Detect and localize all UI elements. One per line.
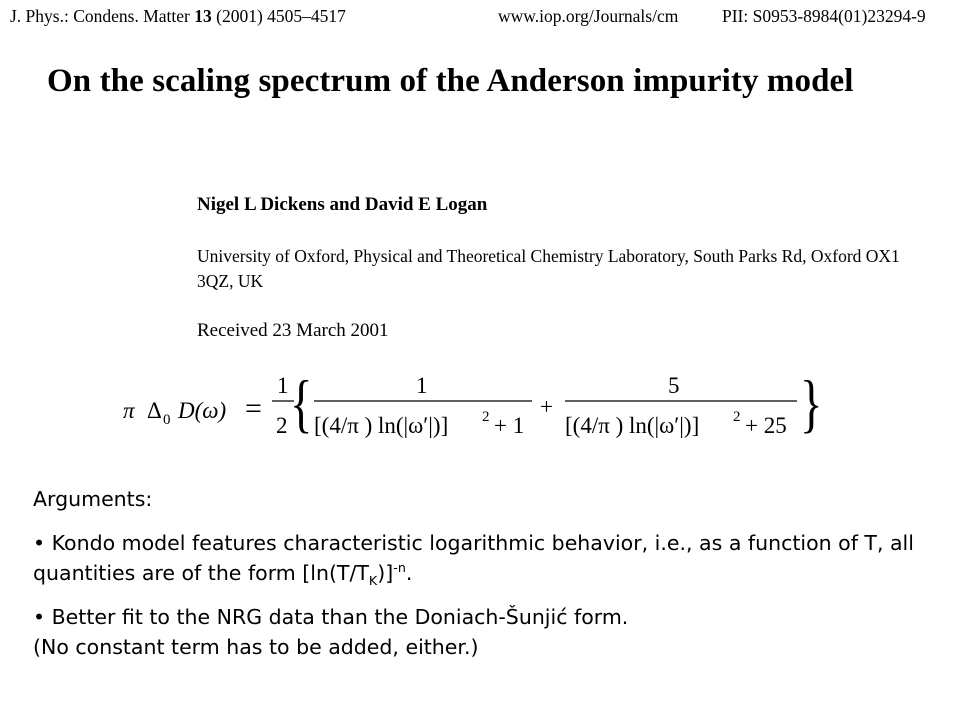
journal-url[interactable]: www.iop.org/Journals/cm bbox=[498, 6, 679, 26]
eq-frac1-tail: + 1 bbox=[494, 413, 525, 438]
eq-plus: + bbox=[540, 394, 553, 419]
received-date: Received 23 March 2001 bbox=[197, 320, 389, 341]
bullet-kondo-sup: -n bbox=[393, 560, 406, 576]
bullet-kondo-sub: K bbox=[368, 573, 378, 589]
eq-frac1-num: 1 bbox=[416, 373, 428, 398]
eq-lhs-pi: π bbox=[123, 398, 135, 423]
eq-frac1-exp: 2 bbox=[482, 409, 490, 425]
eq-frac1-den: [(4/π ) ln(|ω′|)] bbox=[314, 413, 449, 438]
eq-brace-right: } bbox=[800, 368, 823, 440]
eq-frac2-exp: 2 bbox=[733, 409, 741, 425]
eq-brace-left: { bbox=[290, 368, 313, 440]
eq-equals: = bbox=[245, 392, 262, 425]
bullet-kondo-end: . bbox=[405, 561, 413, 585]
eq-lhs-delta: Δ bbox=[147, 398, 162, 423]
pii-code: PII: S0953-8984(01)23294-9 bbox=[722, 6, 926, 26]
journal-citation bbox=[10, 6, 346, 27]
bullet-kondo-mid: )] bbox=[377, 561, 394, 585]
eq-half-den: 2 bbox=[276, 413, 288, 438]
argument-bullet-fit: • Better fit to the NRG data than the Doniach-Šunjić form. bbox=[33, 605, 629, 629]
arguments-heading: Arguments: bbox=[33, 487, 153, 511]
eq-frac2-den: [(4/π ) ln(|ω′|)] bbox=[565, 413, 700, 438]
eq-lhs-d: D(ω) bbox=[178, 398, 227, 423]
paper-title: On the scaling spectrum of the Anderson impurity model bbox=[47, 63, 854, 99]
bullet-kondo-text: • Kondo model features characteristic logarithmic behavior, i.e., as a function of T, all quantities are of the form [ln(T/T bbox=[33, 531, 914, 585]
argument-bullet-kondo bbox=[33, 528, 943, 588]
eq-frac2-tail: + 25 bbox=[745, 413, 787, 438]
journal-suffix: (2001) 4505–4517 bbox=[211, 6, 346, 26]
argument-note: (No constant term has to be added, either.) bbox=[33, 635, 479, 659]
eq-half-num: 1 bbox=[277, 373, 289, 398]
arguments-section bbox=[33, 484, 943, 662]
paper-authors: Nigel L Dickens and David E Logan bbox=[197, 194, 488, 215]
paper-affiliation: University of Oxford, Physical and Theoretical Chemistry Laboratory, South Parks Rd, Oxford OX1 3QZ, UK bbox=[197, 246, 900, 291]
journal-header bbox=[10, 6, 950, 30]
eq-frac2-num: 5 bbox=[668, 373, 680, 398]
journal-prefix: J. Phys.: Condens. Matter bbox=[10, 6, 195, 26]
eq-lhs-sub: 0 bbox=[163, 412, 171, 428]
journal-volume: 13 bbox=[194, 6, 212, 26]
